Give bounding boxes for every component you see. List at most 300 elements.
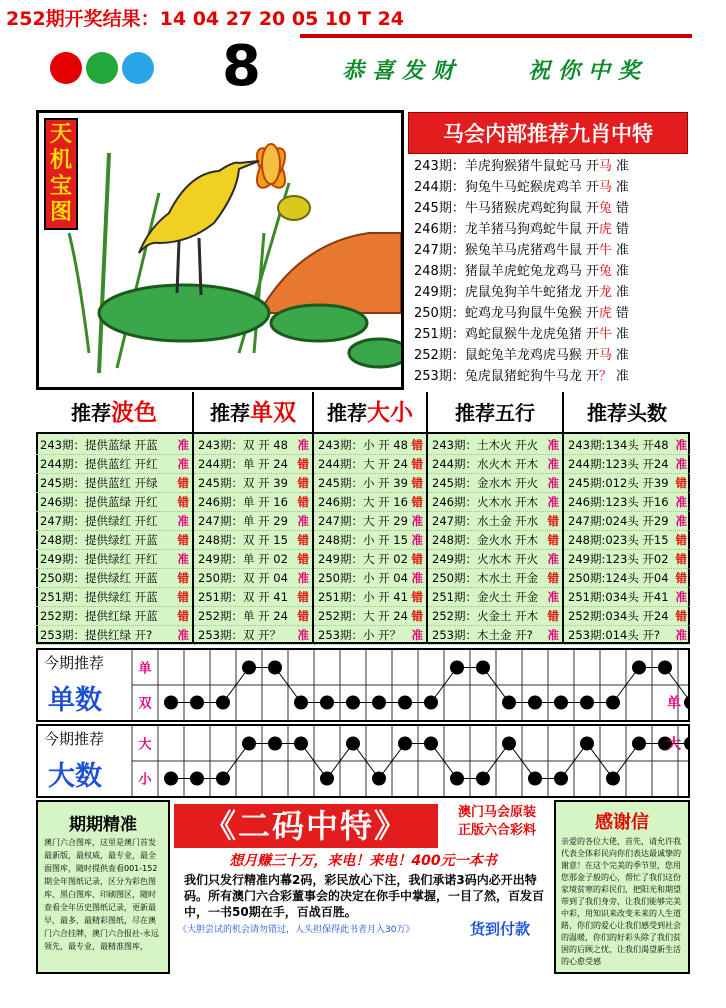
- odd-track-subtitle: 今期推荐: [44, 654, 105, 672]
- nine-row-hit: ？: [598, 369, 612, 384]
- column-row: [314, 531, 426, 550]
- nine-row-open: 开: [585, 243, 599, 258]
- column-row: [428, 550, 562, 569]
- nine-row-hit: 马: [598, 159, 612, 174]
- column-title-prefix: 推荐: [455, 401, 495, 425]
- red-ball-icon: [50, 52, 82, 84]
- row-text: 248期:023头 开15: [568, 533, 669, 547]
- row-text: 243期:134头 开48: [568, 438, 669, 452]
- row-result: 错: [177, 590, 189, 604]
- nine-row-hit: 牛: [598, 243, 612, 258]
- column-row: [314, 588, 426, 607]
- nine-zodiac-title: 马会内部推荐九肖中特: [408, 112, 688, 154]
- green-ball-icon: [86, 52, 118, 84]
- big-track-title: 大数: [48, 761, 102, 792]
- odd-track-title: 单数: [48, 685, 102, 716]
- nine-row-result: 错: [615, 306, 629, 321]
- row-text: 253期:014头 开?: [568, 628, 661, 642]
- row-text: 245期：双 开 39: [198, 476, 288, 490]
- column-row: [428, 588, 562, 607]
- nine-row-result: 准: [615, 264, 629, 279]
- nine-row-zodiacs: 鸡蛇鼠猴牛龙虎兔猪: [464, 327, 582, 342]
- row-result: 错: [675, 552, 687, 566]
- row-result: 准: [177, 628, 189, 642]
- nine-zodiac-row: [414, 303, 688, 324]
- trend-point: [502, 696, 516, 710]
- column-row: [314, 455, 426, 474]
- nine-zodiac-row: [414, 366, 688, 387]
- big-small-trend-chart: [122, 726, 688, 796]
- trend-point: [190, 772, 204, 786]
- row-text: 251期：小 开 41: [318, 590, 408, 604]
- row-result: 错: [675, 476, 687, 490]
- nine-zodiac-list: [414, 156, 688, 387]
- column-title-topic: 头数: [627, 401, 667, 425]
- trend-point: [580, 737, 594, 751]
- trend-point: [424, 737, 438, 751]
- row-text: 252期:034头 开24: [568, 609, 669, 623]
- trend-point: [268, 737, 282, 751]
- column-row: [36, 531, 192, 550]
- row-text: 251期:034头 开41: [568, 590, 669, 604]
- column-row: [564, 455, 690, 474]
- row-result: 准: [297, 438, 309, 452]
- trend-point: [346, 737, 360, 751]
- row-result: 错: [297, 552, 309, 566]
- nine-row-hit: 虎: [598, 306, 612, 321]
- nine-row-zodiacs: 猪鼠羊虎蛇兔龙鸡马: [464, 264, 582, 279]
- row-text: 249期：提供绿红 开红: [40, 552, 158, 566]
- trend-point: [268, 661, 282, 675]
- nine-row-zodiacs: 猴兔羊马虎猪鸡牛鼠: [464, 243, 582, 258]
- nine-row-result: 准: [615, 180, 629, 195]
- nine-row-issue: 251期：: [414, 327, 465, 342]
- trend-point: [398, 737, 412, 751]
- bird-lotus-illustration: [39, 113, 401, 387]
- row-result: 错: [547, 514, 559, 528]
- row-result: 准: [675, 590, 687, 604]
- big-small-track: [36, 724, 690, 798]
- row-text: 252期：火金土 开木: [432, 609, 539, 623]
- nine-row-open: 开: [585, 201, 599, 216]
- row-result: 准: [177, 457, 189, 471]
- column-row: [194, 474, 312, 493]
- row-text: 244期：大 开 24: [318, 457, 408, 471]
- row-result: 准: [675, 628, 687, 642]
- row-text: 246期：大 开 16: [318, 495, 408, 509]
- column-row: [428, 493, 562, 512]
- row-text: 246期：提供蓝绿 开红: [40, 495, 158, 509]
- big-track-label: [38, 726, 122, 796]
- row-result: 准: [547, 438, 559, 452]
- column-row: [194, 455, 312, 474]
- row-label-top: 单: [138, 661, 152, 677]
- thank-you-text: 亲爱的各位大佬，首先，请允许我代表全体彩民向你们表达最诚挚的谢意！在这个完美的季节里，您用您那金子般的心，帮忙了我们这份家境贫寒的彩民们，把阳光和期望带到了我们身旁，让我们能够完美中彩，用知识来改变未来的人生道路，你们的爱心让我们感受到社会的温暖，你们的好彩头除了我们贫困的后顾之忧，让我们渴望新生活的心愈受感: [561, 837, 681, 966]
- column-row: [314, 436, 426, 455]
- row-result: 准: [547, 628, 559, 642]
- row-text: 243期：双 开 48: [198, 438, 288, 452]
- row-result: 准: [675, 495, 687, 509]
- trend-point: [450, 772, 464, 786]
- nine-row-result: 准: [615, 159, 629, 174]
- column-row: [36, 474, 192, 493]
- nine-row-hit: 马: [598, 348, 612, 363]
- trend-point: [216, 772, 230, 786]
- nine-row-result: 准: [615, 243, 629, 258]
- row-result: 错: [297, 590, 309, 604]
- row-result: 错: [675, 571, 687, 585]
- nine-row-issue: 250期：: [414, 306, 465, 321]
- trend-point: [164, 696, 178, 710]
- nine-row-open: 开: [585, 348, 599, 363]
- row-text: 251期：提供绿红 开蓝: [40, 590, 158, 604]
- row-result: 错: [297, 495, 309, 509]
- nine-row-hit: 龙: [598, 285, 612, 300]
- column-title-topic: 单双: [250, 399, 296, 426]
- nine-row-issue: 246期：: [414, 222, 465, 237]
- row-text: 244期：水火木 开木: [432, 457, 539, 471]
- column-row: [194, 550, 312, 569]
- row-result: 准: [411, 533, 423, 547]
- odd-track-label: [38, 650, 122, 720]
- column-row: [428, 626, 562, 645]
- row-text: 250期：提供绿红 开蓝: [40, 571, 158, 585]
- trend-point: [554, 772, 568, 786]
- row-text: 250期：木水土 开金: [432, 571, 539, 585]
- row-result: 准: [547, 552, 559, 566]
- row-text: 252期：单 开 24: [198, 609, 288, 623]
- nine-row-issue: 248期：: [414, 264, 465, 279]
- nine-row-open: 开: [585, 264, 599, 279]
- row-text: 247期：提供绿红 开红: [40, 514, 158, 528]
- recommend-column: [564, 392, 690, 644]
- nine-row-open: 开: [585, 369, 599, 384]
- trend-point: [242, 661, 256, 675]
- row-label-bottom: 小: [138, 772, 152, 788]
- nine-row-issue: 252期：: [414, 348, 465, 363]
- row-result: 准: [177, 438, 189, 452]
- column-title-prefix: 推荐: [210, 401, 250, 425]
- recommend-column: [36, 392, 194, 644]
- nine-row-result: 准: [615, 327, 629, 342]
- row-text: 245期：金水木 开火: [432, 476, 539, 490]
- row-text: 245期：提供蓝红 开绿: [40, 476, 158, 490]
- column-row: [194, 626, 312, 645]
- side-line-1: 澳门马会原装: [457, 805, 536, 820]
- column-row: [194, 493, 312, 512]
- header-divider: [300, 34, 692, 38]
- column-row: [194, 569, 312, 588]
- nine-row-zodiacs: 牛马猪猴虎鸡蛇狗鼠: [464, 201, 582, 216]
- row-result: 准: [411, 571, 423, 585]
- nine-zodiac-row: [414, 177, 688, 198]
- row-text: 246期：单 开 16: [198, 495, 288, 509]
- nine-row-zodiacs: 蛇鸡龙马狗鼠牛兔猴: [464, 306, 582, 321]
- row-result: 错: [547, 609, 559, 623]
- trend-point: [528, 696, 542, 710]
- recommend-column: [428, 392, 564, 644]
- row-result: 错: [675, 533, 687, 547]
- nine-row-result: 错: [615, 222, 629, 237]
- row-text: 247期：大 开 29: [318, 514, 408, 528]
- row-text: 253期：双 开？: [198, 628, 282, 642]
- column-row: [194, 436, 312, 455]
- column-row: [314, 626, 426, 645]
- row-result: 错: [547, 533, 559, 547]
- nine-row-issue: 253期：: [414, 369, 465, 384]
- trend-point: [164, 772, 178, 786]
- cash-on-delivery: 货到付款: [470, 920, 531, 938]
- row-result: 准: [297, 514, 309, 528]
- column-row: [36, 626, 192, 645]
- column-row: [428, 512, 562, 531]
- recommend-column: [194, 392, 314, 644]
- trend-point: [320, 696, 334, 710]
- blue-ball-icon: [122, 52, 154, 84]
- trend-point: [632, 661, 646, 675]
- nine-row-hit: 牛: [598, 327, 612, 342]
- row-result: 准: [547, 590, 559, 604]
- nine-row-zodiacs: 虎鼠兔狗羊牛蛇猪龙: [464, 285, 582, 300]
- row-text: 244期:123头 开24: [568, 457, 669, 471]
- recommend-column: [314, 392, 428, 644]
- trend-point: [606, 696, 620, 710]
- row-result: 错: [411, 590, 423, 604]
- trend-point: [372, 696, 386, 710]
- sales-pitch: 我们只发行精准内幕2码，彩民放心下注，我们承诺3码内必开出特码。所有澳门六合彩董事会的决定在你手中掌握，一目了然，百发百中，一书50期在手，百战百胜。: [184, 873, 545, 919]
- row-result: 准: [297, 571, 309, 585]
- nine-row-result: 准: [615, 369, 629, 384]
- big-track-subtitle: 今期推荐: [44, 730, 105, 748]
- column-row: [428, 474, 562, 493]
- column-row: [564, 569, 690, 588]
- column-row: [314, 550, 426, 569]
- trend-point: [346, 696, 360, 710]
- row-text: 251期：双 开 41: [198, 590, 288, 604]
- slogan-left: 恭喜发财: [342, 58, 463, 84]
- trend-point: [632, 737, 646, 751]
- odd-even-track: [36, 648, 690, 722]
- column-row: [36, 607, 192, 626]
- nine-row-issue: 249期：: [414, 285, 465, 300]
- nine-zodiac-row: [414, 219, 688, 240]
- nine-zodiac-row: [414, 198, 688, 219]
- row-result: 准: [675, 438, 687, 452]
- row-text: 245期:012头 开39: [568, 476, 669, 490]
- row-result: 错: [411, 552, 423, 566]
- row-text: 249期:123头 开02: [568, 552, 669, 566]
- row-result: 错: [411, 457, 423, 471]
- trend-point: [554, 696, 568, 710]
- row-text: 244期：单 开 24: [198, 457, 288, 471]
- row-text: 246期：火木水 开木: [432, 495, 539, 509]
- row-result: 错: [297, 609, 309, 623]
- earn-slogan: 想月赚三十万，来电！来电！400元一本书: [229, 853, 497, 869]
- row-result: 准: [177, 552, 189, 566]
- row-result: 准: [675, 514, 687, 528]
- row-text: 249期：单 开 02: [198, 552, 288, 566]
- nine-zodiac-row: [414, 240, 688, 261]
- column-row: [564, 531, 690, 550]
- column-row: [564, 588, 690, 607]
- row-text: 247期：水土金 开水: [432, 514, 539, 528]
- column-row: [36, 588, 192, 607]
- row-text: 249期：大 开 02: [318, 552, 408, 566]
- row-result: 错: [411, 438, 423, 452]
- trend-point: [684, 696, 688, 710]
- row-label-top: 大: [138, 737, 152, 753]
- trend-point: [424, 696, 438, 710]
- nine-zodiac-row: [414, 261, 688, 282]
- row-result: 错: [177, 533, 189, 547]
- column-title-topic: 波色: [111, 399, 157, 426]
- column-row: [564, 493, 690, 512]
- nine-row-result: 错: [615, 201, 629, 216]
- trend-point: [294, 696, 308, 710]
- column-row: [36, 550, 192, 569]
- odd-even-trend-chart: [122, 650, 688, 720]
- column-row: [314, 474, 426, 493]
- column-title-prefix: 推荐: [327, 401, 367, 425]
- nine-zodiac-row: [414, 156, 688, 177]
- issue-number: 8: [222, 34, 261, 99]
- row-result: 准: [547, 457, 559, 471]
- trend-point: [190, 696, 204, 710]
- illustration-frame: [36, 110, 404, 390]
- column-row: [428, 455, 562, 474]
- column-row: [428, 436, 562, 455]
- track-end-label: 大: [667, 736, 681, 753]
- row-text: 252期：大 开 24: [318, 609, 408, 623]
- nine-row-issue: 245期：: [414, 201, 465, 216]
- left-panel-text: 澳门六合图库，这里是澳门首发最新版，最权威，最专业，最全面图库，随时提供查看001-152期全年图纸记录，区分为彩色图库、黑白图库、印刷图区，随时查看全年历史图纸记录，更新最早，最多，最精彩图纸，尽在澳门六合挂牌，澳门六合报社-永远领先，最专业，最精准图库，: [44, 838, 159, 951]
- row-label-bottom: 双: [138, 696, 152, 712]
- row-text: 248期：小 开 15: [318, 533, 408, 547]
- row-text: 250期:124头 开04: [568, 571, 669, 585]
- row-text: 248期：提供绿红 开蓝: [40, 533, 158, 547]
- row-text: 252期：提供红绿 开蓝: [40, 609, 158, 623]
- row-result: 错: [411, 609, 423, 623]
- trend-point: [476, 772, 490, 786]
- column-row: [564, 550, 690, 569]
- nine-row-open: 开: [585, 180, 599, 195]
- row-result: 错: [411, 476, 423, 490]
- column-row: [36, 455, 192, 474]
- row-result: 错: [547, 571, 559, 585]
- thank-you-panel: [554, 800, 690, 974]
- row-text: 247期:024头 开29: [568, 514, 669, 528]
- column-row: [194, 512, 312, 531]
- picture-label: 天机宝图: [44, 118, 78, 230]
- row-text: 253期：提供红绿 开?: [40, 628, 153, 642]
- nine-row-hit: 兔: [598, 264, 612, 279]
- column-title-prefix: 推荐: [587, 401, 627, 425]
- row-text: 243期：提供蓝绿 开蓝: [40, 438, 158, 452]
- track-end-label: 单: [667, 695, 681, 712]
- row-result: 准: [547, 476, 559, 490]
- row-text: 249期：火水木 开火: [432, 552, 539, 566]
- column-title-topic: 大小: [367, 399, 413, 426]
- row-text: 250期：小 开 04: [318, 571, 408, 585]
- column-row: [428, 569, 562, 588]
- column-row: [36, 512, 192, 531]
- column-row: [194, 607, 312, 626]
- nine-zodiac-row: [414, 345, 688, 366]
- nine-row-open: 开: [585, 327, 599, 342]
- side-line-2: 正版六合彩料: [457, 823, 536, 838]
- left-panel-title: 期期精准: [69, 815, 137, 835]
- row-text: 245期：小 开 39: [318, 476, 408, 490]
- row-result: 准: [297, 628, 309, 642]
- trend-point: [294, 737, 308, 751]
- nine-row-open: 开: [585, 285, 599, 300]
- trend-point: [684, 737, 688, 751]
- trend-point: [528, 772, 542, 786]
- trend-point: [450, 661, 464, 675]
- row-result: 错: [177, 571, 189, 585]
- row-text: 243期：土木火 开火: [432, 438, 539, 452]
- column-row: [428, 607, 562, 626]
- column-row: [564, 436, 690, 455]
- column-title-prefix: 推荐: [71, 401, 111, 425]
- column-row: [36, 436, 192, 455]
- nine-row-zodiacs: 兔虎鼠猪蛇狗牛马龙: [464, 369, 582, 384]
- row-result: 错: [675, 609, 687, 623]
- row-text: 253期：小 开？: [318, 628, 402, 642]
- column-row: [314, 607, 426, 626]
- nine-row-zodiacs: 鼠蛇兔羊龙鸡虎马猴: [464, 348, 582, 363]
- nine-row-hit: 兔: [598, 201, 612, 216]
- row-result: 错: [297, 476, 309, 490]
- column-row: [194, 588, 312, 607]
- column-row: [564, 512, 690, 531]
- row-result: 错: [411, 495, 423, 509]
- nine-row-zodiacs: 羊虎狗猴猪牛鼠蛇马: [464, 159, 582, 174]
- draw-result-banner: 252期开奖结果：14 04 27 20 05 10 T 24: [6, 8, 405, 30]
- nine-row-open: 开: [585, 306, 599, 321]
- nine-row-issue: 247期：: [414, 243, 465, 258]
- column-row: [314, 493, 426, 512]
- left-info-panel: [36, 800, 170, 974]
- trend-point: [320, 772, 334, 786]
- row-result: 准: [177, 514, 189, 528]
- row-text: 246期:123头 开16: [568, 495, 669, 509]
- row-text: 248期：双 开 15: [198, 533, 288, 547]
- nine-row-issue: 244期：: [414, 180, 465, 195]
- row-text: 243期：小 开 48: [318, 438, 408, 452]
- row-result: 错: [177, 609, 189, 623]
- row-result: 错: [297, 533, 309, 547]
- column-row: [314, 569, 426, 588]
- row-result: 错: [177, 495, 189, 509]
- trend-point: [580, 696, 594, 710]
- column-row: [564, 626, 690, 645]
- trend-point: [372, 772, 386, 786]
- headline-side: [442, 804, 552, 840]
- row-result: 准: [675, 457, 687, 471]
- row-result: 错: [297, 457, 309, 471]
- column-title: [564, 392, 690, 434]
- nine-row-result: 准: [615, 285, 629, 300]
- trend-point: [398, 696, 412, 710]
- trend-point: [658, 661, 672, 675]
- column-row: [564, 474, 690, 493]
- column-title: [36, 392, 192, 434]
- row-text: 253期：木土金 开?: [432, 628, 533, 642]
- slogan-right: 祝你中奖: [528, 58, 649, 84]
- nine-row-zodiacs: 狗兔牛马蛇猴虎鸡羊: [464, 180, 582, 195]
- nine-row-hit: 虎: [598, 222, 612, 237]
